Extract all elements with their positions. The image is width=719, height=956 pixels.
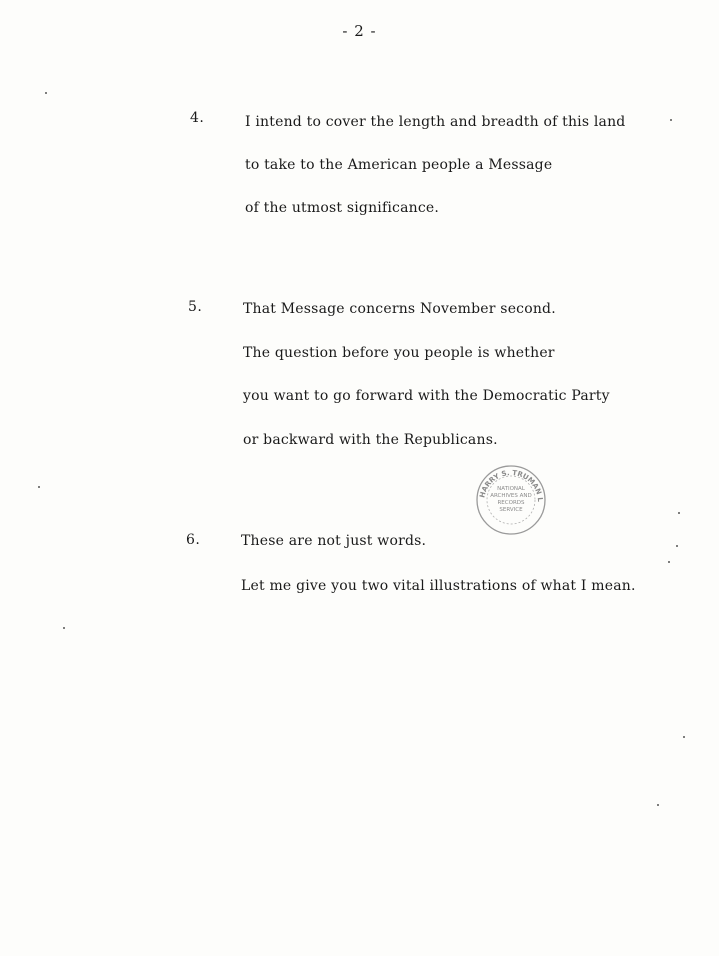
scan-speck bbox=[657, 804, 659, 806]
scan-speck bbox=[676, 545, 678, 547]
svg-text:RECORDS: RECORDS bbox=[497, 500, 525, 506]
scan-speck bbox=[668, 561, 670, 563]
item-5-line-2: The question before you people is whether bbox=[243, 345, 555, 361]
scan-speck bbox=[678, 512, 680, 514]
svg-text:NATIONAL: NATIONAL bbox=[497, 486, 525, 492]
item-number-5: 5. bbox=[188, 299, 203, 315]
archive-stamp-seal bbox=[472, 462, 550, 536]
item-number-6: 6. bbox=[186, 532, 201, 548]
scan-speck bbox=[670, 119, 672, 121]
svg-text:HARRY S. TRUMAN LIBRARY: HARRY S. TRUMAN L bbox=[478, 468, 545, 503]
svg-text:ARCHIVES AND: ARCHIVES AND bbox=[490, 493, 532, 499]
svg-text:SERVICE: SERVICE bbox=[499, 507, 523, 513]
item-5-line-3: you want to go forward with the Democratic Party bbox=[243, 388, 610, 404]
scan-speck bbox=[45, 92, 47, 94]
item-6-line-2: Let me give you two vital illustrations of what I mean. bbox=[241, 578, 636, 594]
item-number-4: 4. bbox=[190, 110, 205, 126]
scan-speck bbox=[63, 627, 65, 629]
scan-speck bbox=[38, 486, 40, 488]
item-6-line-1: These are not just words. bbox=[241, 533, 427, 549]
scan-speck bbox=[683, 736, 685, 738]
item-4-line-2: to take to the American people a Message bbox=[245, 157, 553, 173]
page-number: - 2 - bbox=[342, 22, 377, 40]
item-5-line-1: That Message concerns November second. bbox=[243, 301, 556, 317]
item-4-line-3: of the utmost significance. bbox=[245, 200, 440, 216]
item-5-line-4: or backward with the Republicans. bbox=[243, 432, 498, 448]
item-4-line-1: I intend to cover the length and breadth of this land bbox=[245, 114, 626, 130]
archive-stamp bbox=[472, 462, 550, 536]
